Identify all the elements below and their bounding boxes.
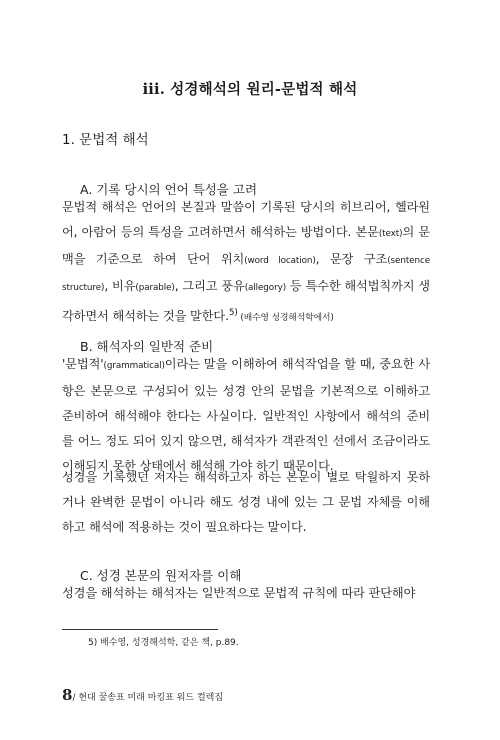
- subsection-heading-c: C. 성경 본문의 원저자를 이해: [80, 568, 242, 583]
- term-allegory: (allegory): [244, 283, 287, 293]
- paragraph-a: [62, 195, 430, 331]
- footnote-marker: 5): [228, 308, 238, 318]
- footnote-divider: [62, 629, 218, 630]
- footnote: 5) 배수영, 성경해석학, 같은 책, p.89.: [88, 638, 239, 648]
- page-footer: [62, 686, 223, 704]
- page-number: 8: [62, 686, 73, 704]
- paragraph-b-2: 성경을 기록했던 저자는 해석하고자 하는 본문이 별로 탁월하지 못하거나 완벽한 문법이 아니라 해도 성경 내에 있는 그 문법 자체를 이해하고 해석에 적용하는 것이 필요하다는 말이다.: [62, 470, 430, 534]
- source-note: (배수영 성경해석학에서): [237, 313, 334, 324]
- section-heading-grammatical-interpretation: 1. 문법적 해석: [62, 132, 149, 148]
- term-sentence-structure: (sentence structure): [62, 256, 431, 293]
- term-text: (text): [378, 229, 403, 239]
- paragraph-b-text-1: '문법적': [62, 357, 104, 371]
- term-word-location: (word location): [244, 256, 316, 266]
- term-grammatical: (grammatical): [103, 361, 165, 371]
- paragraph-b-text-2: 이라는 말을 이해하여 해석작업을 할 때, 중요한 사항은 본문으로 구성되어 있는 성경 안의 문법을 기본적으로 이해하고 준비하여 해석해야 한다는 사실이다. 일반적인 사항에서 해석의 준비를 어느 정도 되어 있지 않으면, 해석자가 객관적인 선에서 조금이라도 이해되지 못한 상태에서 해석해 가야 하기 때문이다.: [62, 357, 430, 473]
- term-parable: (parable): [135, 283, 175, 293]
- paragraph-a-text-5: , 그리고 풍유: [174, 279, 245, 293]
- paragraph-a-text-4: , 비유: [104, 279, 136, 293]
- paragraph-a-text-2: 의 문맥을 기준으로 하여 단어 위치: [62, 225, 430, 266]
- paragraph-a-text-3: , 문장 구조: [315, 252, 388, 266]
- paragraph-c: 성경을 해석하는 해석자는 일반적으로 문법적 규칙에 따라 판단해야: [62, 586, 416, 600]
- paragraph-b-1: [62, 352, 430, 479]
- subsection-heading-b: B. 해석자의 일반적 준비: [80, 339, 214, 354]
- page-title: iii. 성경해석의 원리-문법적 해석: [142, 81, 358, 98]
- subsection-heading-a: A. 기록 당시의 언어 특성을 고려: [80, 182, 258, 197]
- paragraph-a-text-1: 문법적 해석은 언어의 본질과 말씀이 기록된 당시의 히브리어, 헬라원어, 아람어 등의 특성을 고려하면서 해석하는 방법이다. 본문: [62, 200, 430, 239]
- paragraph-a-text-6: 등 특수한 해석법칙까지 생각하면서 해석하는 것을 말한다.: [62, 279, 430, 324]
- footer-text: / 현대 꿀송표 미래 마킹표 워드 컬렉집: [72, 693, 224, 703]
